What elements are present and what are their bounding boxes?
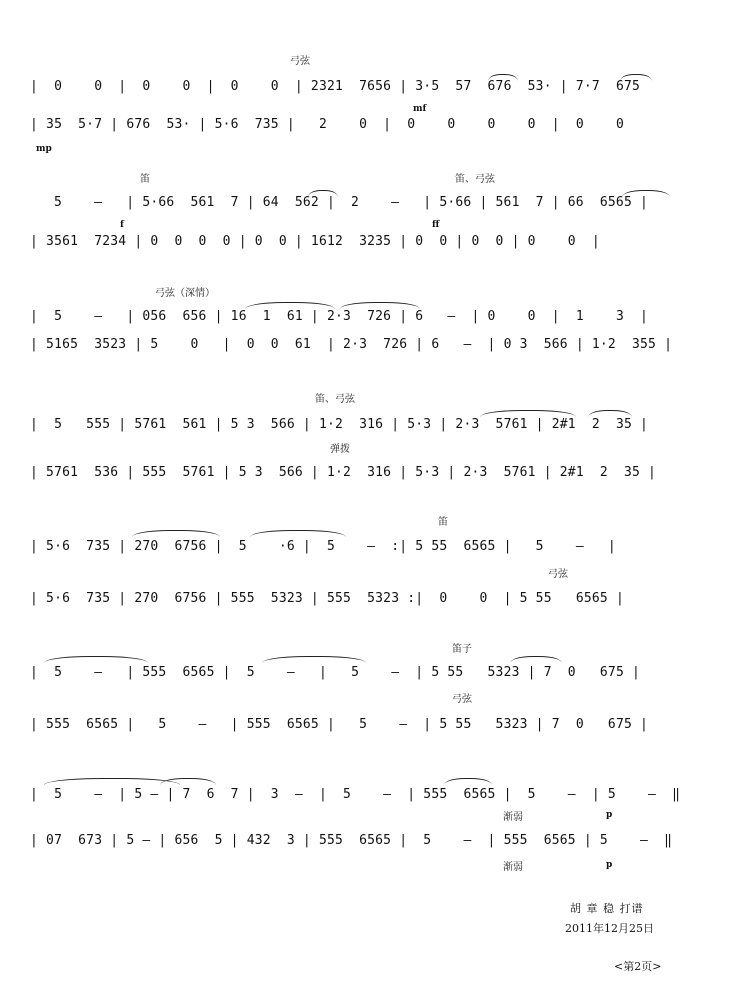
slur (588, 410, 632, 417)
slur (262, 656, 366, 663)
section-label: 弓弦 (548, 569, 568, 580)
lower-staff-line: | 5·6 735 | 270 6756 | 555 5323 | 555 5323 :| 0 0 | 5 55 6565 | (30, 591, 624, 606)
lower-staff-line: | 5761 536 | 555 5761 | 5 3 566 | 1·2 316 | 5·3 | 2·3 5761 | 2#1 2 35 | (30, 465, 657, 480)
slur (44, 656, 148, 663)
upper-staff-line: | 0 0 | 0 0 | 0 0 | 2321 7656 | 3·5 57 676 53· | 7·7 675 (30, 79, 641, 94)
section-label: 渐弱 (503, 862, 523, 873)
lower-staff-line: | 3561 7234 | 0 0 0 0 | 0 0 | 1612 3235 | 0 0 | 0 0 | 0 0 | (30, 234, 600, 249)
upper-staff-line: | 5 — | 555 6565 | 5 — | 5 — | 5 55 5323 | 7 0 675 | (30, 665, 641, 680)
lower-staff-line: | 35 5·7 | 676 53· | 5·6 735 | 2 0 | 0 0 0 0 | 0 0 (30, 117, 624, 132)
dynamic-marking: p (606, 860, 613, 870)
upper-staff-line: | 5·6 735 | 270 6756 | 5 ·6 | 5 — :| 5 55 6565 | 5 — | (30, 539, 616, 554)
slur (308, 190, 338, 197)
section-label: 笛 (438, 517, 448, 528)
upper-staff-line: 5 — | 5·66 561 7 | 64 562 | 2 — | 5·66 | 561 7 | 66 6565 | (38, 195, 649, 210)
slur (444, 778, 492, 785)
section-label: 渐弱 (503, 812, 523, 823)
section-label: 笛 (140, 174, 150, 185)
transcription-date: 2011年12月25日 (565, 922, 654, 935)
slur (250, 530, 346, 537)
section-label: 弓弦（深情） (155, 288, 215, 299)
slur (622, 190, 670, 197)
upper-staff-line: | 5 — | 056 656 | 16 1 61 | 2·3 726 | 6 — | 0 0 | 1 3 | (30, 309, 649, 324)
transcriber-credit: 胡 章 稳 打谱 (570, 902, 644, 915)
section-label: 弓弦 (290, 56, 310, 67)
dynamic-marking: ff (432, 220, 440, 230)
dynamic-marking: mp (36, 144, 52, 154)
section-label: 弹拨 (330, 444, 350, 455)
page-number: <第2页> (614, 960, 662, 973)
dynamic-marking: f (120, 220, 124, 230)
slur (480, 410, 576, 417)
lower-staff-line: | 07 673 | 5 — | 656 5 | 432 3 | 555 6565 | 5 — | 555 6565 | 5 — ‖ (30, 833, 673, 848)
dynamic-marking: p (606, 810, 613, 820)
slur (245, 302, 335, 309)
section-label: 弓弦 (452, 694, 472, 705)
slur (160, 778, 216, 785)
section-label: 笛子 (452, 644, 472, 655)
upper-staff-line: | 5 — | 5 — | 7 6 7 | 3 — | 5 — | 555 6565 | 5 — | 5 — ‖ (30, 787, 681, 802)
slur (620, 74, 652, 81)
slur (510, 656, 562, 663)
dynamic-marking: mf (413, 104, 427, 114)
slur (340, 302, 420, 309)
section-label: 笛、弓弦 (315, 394, 355, 405)
section-label: 笛、弓弦 (455, 174, 495, 185)
slur (132, 530, 220, 537)
slur (488, 74, 518, 81)
upper-staff-line: | 5 555 | 5761 561 | 5 3 566 | 1·2 316 | 5·3 | 2·3 5761 | 2#1 2 35 | (30, 417, 649, 432)
lower-staff-line: | 555 6565 | 5 — | 555 6565 | 5 — | 5 55 5323 | 7 0 675 | (30, 717, 649, 732)
lower-staff-line: | 5165 3523 | 5 0 | 0 0 61 | 2·3 726 | 6 — | 0 3 566 | 1·2 355 | (30, 337, 673, 352)
